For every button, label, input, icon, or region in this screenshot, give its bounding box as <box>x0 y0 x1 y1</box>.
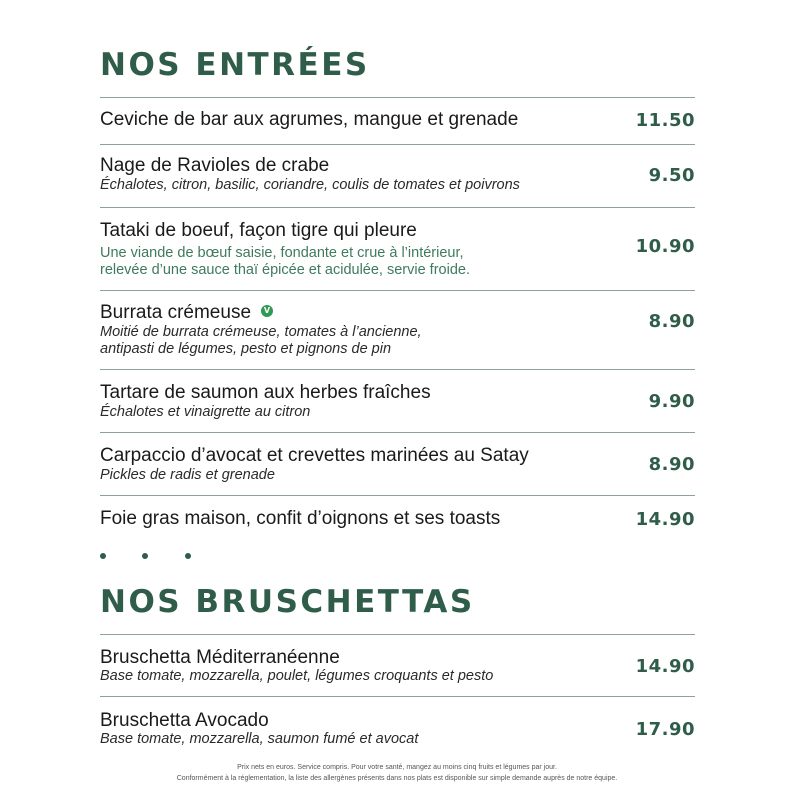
item-description-line1: Moitié de burrata crémeuse, tomates à l’ancienne, <box>100 324 422 340</box>
divider-dot <box>185 553 191 559</box>
item-description: Base tomate, mozzarella, poulet, légumes croquants et pesto <box>100 668 494 684</box>
menu-item <box>100 634 695 697</box>
item-description-line2: relevée d’une sauce thaï épicée et acidulée, servie froide. <box>100 262 470 278</box>
item-name: Bruschetta Méditerranéenne <box>100 647 340 668</box>
item-name: Carpaccio d’avocat et crevettes marinées au Satay <box>100 445 529 466</box>
item-name: Ceviche de bar aux agrumes, mangue et grenade <box>100 109 519 130</box>
menu-item <box>100 290 695 369</box>
item-description: Base tomate, mozzarella, saumon fumé et avocat <box>100 731 419 747</box>
item-description: Échalotes et vinaigrette au citron <box>100 404 311 420</box>
item-description-line1: Une viande de bœuf saisie, fondante et crue à l’intérieur, <box>100 245 464 261</box>
item-name: Bruschetta Avocado <box>100 710 269 731</box>
footer-line-1: Prix nets en euros. Service compris. Pour votre santé, mangez au moins cinq fruits et légumes par jour. <box>237 764 557 771</box>
item-description: Échalotes, citron, basilic, coriandre, coulis de tomates et poivrons <box>100 177 520 193</box>
menu-item <box>100 369 695 432</box>
item-name: Tartare de saumon aux herbes fraîches <box>100 382 431 403</box>
menu-item <box>100 432 695 495</box>
menu-item <box>100 495 695 542</box>
item-price: 11.50 <box>635 110 695 131</box>
menu-item <box>100 144 695 207</box>
menu-item <box>100 207 695 290</box>
divider-dot <box>100 553 106 559</box>
item-price: 14.90 <box>635 656 695 677</box>
item-description-line2: antipasti de légumes, pesto et pignons de pin <box>100 341 392 357</box>
entrees-title: NOS ENTRÉES <box>100 47 370 83</box>
item-name-wrapper <box>100 302 273 324</box>
item-price: 8.90 <box>648 311 695 332</box>
item-description: Pickles de radis et grenade <box>100 467 275 483</box>
item-price: 9.90 <box>648 391 695 412</box>
item-name: Nage de Ravioles de crabe <box>100 155 330 176</box>
item-name: Foie gras maison, confit d’oignons et ses toasts <box>100 508 501 529</box>
item-price: 10.90 <box>635 236 695 257</box>
menu-item <box>100 696 695 757</box>
menu-item <box>100 97 695 144</box>
footer-notice <box>0 762 794 784</box>
divider-dot <box>142 553 148 559</box>
item-price: 17.90 <box>635 719 695 740</box>
vegetarian-icon: V <box>261 305 273 317</box>
item-name: Tataki de boeuf, façon tigre qui pleure <box>100 220 417 241</box>
item-name: Burrata crémeuse <box>100 302 252 323</box>
item-price: 9.50 <box>648 165 695 186</box>
footer-line-2: Conformément à la réglementation, la liste des allergènes présents dans nos plats est disponible sur simple demande auprès de notre équipe. <box>176 775 618 782</box>
item-price: 14.90 <box>635 509 695 530</box>
item-price: 8.90 <box>648 454 695 475</box>
bruschettas-title: NOS BRUSCHETTAS <box>100 584 475 620</box>
